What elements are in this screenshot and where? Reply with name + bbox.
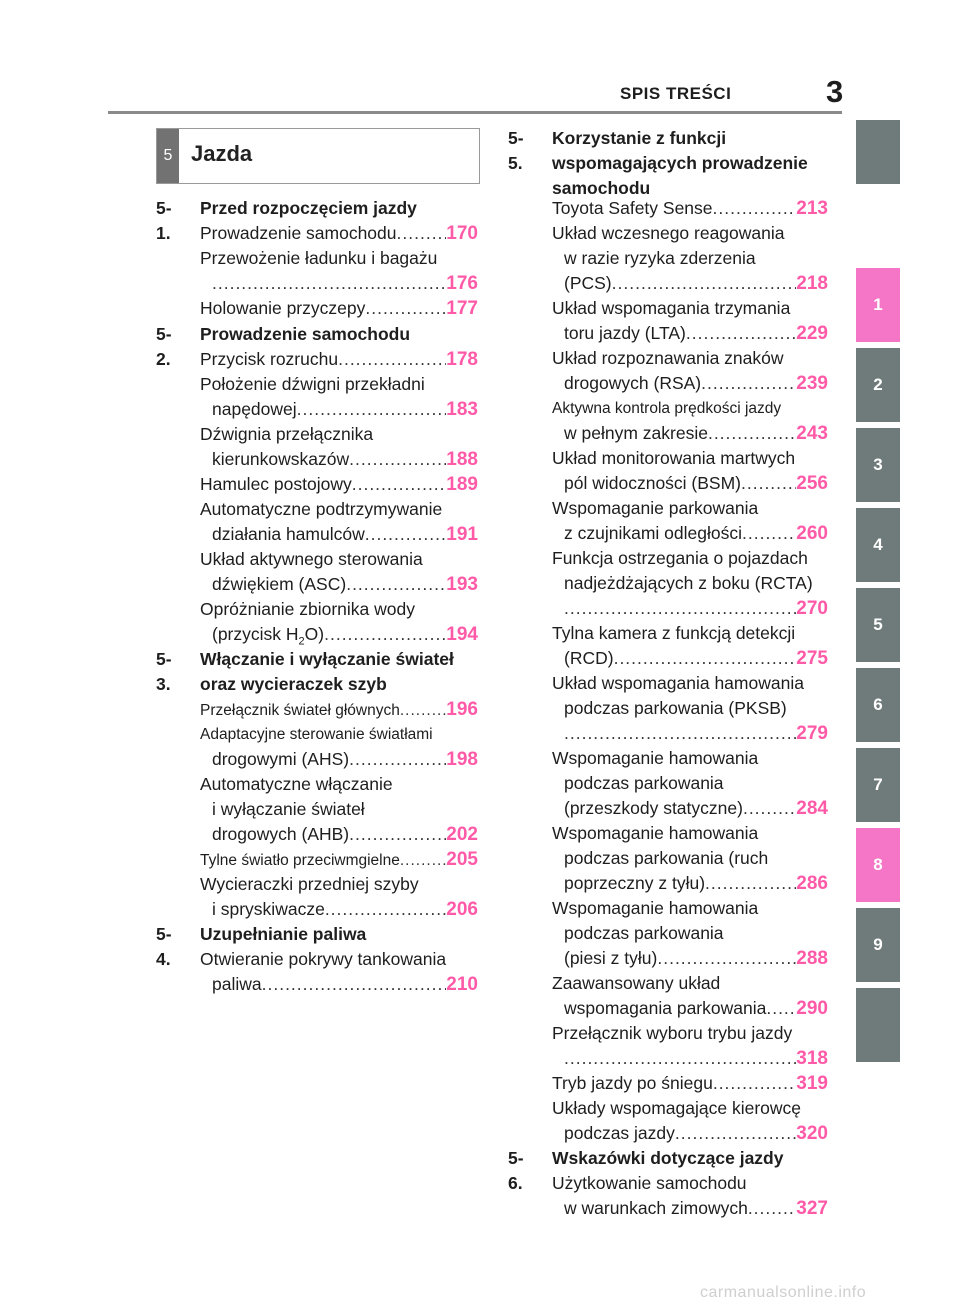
toc-entry-text[interactable]: Automatyczne włączanie bbox=[200, 774, 393, 794]
page-link: 286 bbox=[796, 873, 828, 894]
toc-entry-text[interactable]: Przewożenie ładunku i bagażu bbox=[200, 248, 438, 268]
page-link: 194 bbox=[446, 624, 478, 645]
toc-entry[interactable]: podczas jazdy ..... 320 bbox=[564, 1121, 828, 1146]
toc-entry[interactable]: (PCS) ..... 218 bbox=[564, 271, 828, 296]
toc-entry[interactable]: dźwiękiem (ASC) ..... 193 bbox=[212, 572, 478, 597]
chapter-tab-blank[interactable] bbox=[856, 120, 900, 184]
toc-entry-text[interactable]: Dźwignia przełącznika bbox=[200, 424, 374, 444]
toc-entry[interactable] bbox=[564, 596, 828, 621]
chapter-tab-1[interactable]: 1 bbox=[856, 268, 900, 342]
page-link: 256 bbox=[796, 473, 828, 494]
toc-entry[interactable]: Tylne światło przeciwmgielne ..... 205 bbox=[200, 847, 478, 872]
toc-entry-text[interactable]: Aktywna kontrola prędkości jazdy bbox=[552, 400, 782, 417]
toc-entry-text[interactable]: Układ wspomagania hamowania bbox=[552, 673, 804, 693]
page-link: 196 bbox=[446, 699, 478, 720]
section-number: 5 bbox=[157, 129, 179, 183]
toc-entry[interactable]: paliwa ..... 210 bbox=[212, 972, 478, 997]
toc-entry-text[interactable]: Zaawansowany układ bbox=[552, 973, 721, 993]
toc-entry-text[interactable]: Tylna kamera z funkcją detekcji bbox=[552, 623, 796, 643]
toc-entry[interactable]: pól widoczności (BSM) ..... 256 bbox=[564, 471, 828, 496]
toc-entry[interactable]: (przycisk $H_2O$) ..... 194 bbox=[212, 622, 478, 647]
toc-entry[interactable] bbox=[212, 271, 478, 296]
toc-entry-text[interactable]: nadjeżdżających z boku (RCTA) bbox=[564, 573, 813, 593]
page-link: 213 bbox=[796, 198, 828, 219]
toc-entry[interactable]: drogowymi (AHS) ..... 198 bbox=[212, 747, 478, 772]
toc-entry-text[interactable]: Opróżnianie zbiornika wody bbox=[200, 599, 415, 619]
toc-entry[interactable]: Przełącznik świateł głównych ..... 196 bbox=[200, 697, 478, 722]
page-link: 243 bbox=[796, 423, 828, 444]
toc-entry-text[interactable]: Przełącznik wyboru trybu jazdy bbox=[552, 1023, 793, 1043]
toc-entry[interactable] bbox=[564, 1046, 828, 1071]
toc-entry[interactable]: z czujnikami odległości ..... 260 bbox=[564, 521, 828, 546]
toc-entry-text[interactable]: Wspomaganie parkowania bbox=[552, 498, 759, 518]
toc-entry[interactable]: działania hamulców ..... 191 bbox=[212, 522, 478, 547]
toc-entry-text[interactable]: Użytkowanie samochodu bbox=[552, 1173, 747, 1193]
toc-entry-text[interactable]: Otwieranie pokrywy tankowania bbox=[200, 949, 447, 969]
toc-entry-text[interactable]: Automatyczne podtrzymywanie bbox=[200, 499, 443, 519]
section-title: Jazda bbox=[191, 141, 253, 166]
page-link: 288 bbox=[796, 948, 828, 969]
toc-entry-text[interactable]: Wspomaganie hamowania bbox=[552, 823, 759, 843]
chapter-tab-5[interactable]: 5 bbox=[856, 588, 900, 662]
page-link: 188 bbox=[446, 449, 478, 470]
toc-entry-text[interactable]: podczas parkowania bbox=[564, 923, 724, 943]
page-link: 205 bbox=[446, 849, 478, 870]
page-link: 239 bbox=[796, 373, 828, 394]
header-title: SPIS TREŚCI bbox=[620, 84, 732, 103]
toc-entry-text[interactable]: Wycieraczki przedniej szyby bbox=[200, 874, 419, 894]
chapter-tab-2[interactable]: 2 bbox=[856, 348, 900, 422]
toc-entry[interactable]: Hamulec postojowy ..... 189 bbox=[200, 472, 478, 497]
page-link: 170 bbox=[446, 223, 478, 244]
chapter-tab-8[interactable]: 8 bbox=[856, 828, 900, 902]
toc-entry-text[interactable]: podczas parkowania (PKSB) bbox=[564, 698, 787, 718]
toc-entry-text[interactable]: w razie ryzyka zderzenia bbox=[564, 248, 756, 268]
toc-entry-text[interactable]: Układ monitorowania martwych bbox=[552, 448, 796, 468]
page-link: 191 bbox=[446, 524, 478, 545]
section-header bbox=[156, 128, 480, 184]
toc-entry[interactable]: Tryb jazdy po śniegu ..... 319 bbox=[552, 1071, 828, 1096]
toc-entry[interactable]: Przycisk rozruchu ..... 178 bbox=[200, 347, 478, 372]
watermark: carmanualsonline.info bbox=[700, 1284, 867, 1301]
toc-entry-text[interactable]: Układy wspomagające kierowcę bbox=[552, 1098, 801, 1118]
page-link: 284 bbox=[796, 798, 828, 819]
toc-entry[interactable]: i spryskiwacze ..... 206 bbox=[212, 897, 478, 922]
toc-entry-text[interactable]: podczas parkowania (ruch bbox=[564, 848, 769, 868]
toc-entry[interactable]: (przeszkody statyczne) ..... 284 bbox=[564, 796, 828, 821]
toc-entry-text[interactable]: Wspomaganie hamowania bbox=[552, 748, 759, 768]
toc-entry-text[interactable]: Układ rozpoznawania znaków bbox=[552, 348, 784, 368]
toc-entry[interactable]: Holowanie przyczepy ..... 177 bbox=[200, 296, 478, 321]
toc-entry[interactable]: (RCD) ..... 275 bbox=[564, 646, 828, 671]
toc-entry[interactable]: drogowych (AHB) ..... 202 bbox=[212, 822, 478, 847]
page-link: 176 bbox=[446, 273, 478, 294]
page-link: 198 bbox=[446, 749, 478, 770]
toc-entry-text[interactable]: podczas parkowania bbox=[564, 773, 724, 793]
page-link: 218 bbox=[796, 273, 828, 294]
page-link: 189 bbox=[446, 474, 478, 495]
chapter-tabs bbox=[856, 0, 900, 1313]
page-link: 178 bbox=[446, 349, 478, 370]
page-link: 320 bbox=[796, 1123, 828, 1144]
page-link: 210 bbox=[446, 974, 478, 995]
toc-entry[interactable]: kierunkowskazów ..... 188 bbox=[212, 447, 478, 472]
toc-entry-text[interactable]: Układ wczesnego reagowania bbox=[552, 223, 785, 243]
toc-entry[interactable]: drogowych (RSA) ..... 239 bbox=[564, 371, 828, 396]
toc-entry-text[interactable]: Funkcja ostrzegania o pojazdach bbox=[552, 548, 808, 568]
page-link: 183 bbox=[446, 399, 478, 420]
toc-entry[interactable] bbox=[564, 721, 828, 746]
page-link: 193 bbox=[446, 574, 478, 595]
chapter-tab-6[interactable]: 6 bbox=[856, 668, 900, 742]
page-link: 206 bbox=[446, 899, 478, 920]
toc-entry[interactable]: Prowadzenie samochodu ..... 170 bbox=[200, 221, 478, 246]
page-link: 229 bbox=[796, 323, 828, 344]
chapter-tab-9[interactable]: 9 bbox=[856, 908, 900, 982]
header-divider bbox=[108, 111, 842, 114]
page-link: 327 bbox=[796, 1198, 828, 1219]
page-link: 177 bbox=[446, 298, 478, 319]
chapter-tab-7[interactable]: 7 bbox=[856, 748, 900, 822]
page-link: 270 bbox=[796, 598, 828, 619]
toc-entry-text[interactable]: Wspomaganie hamowania bbox=[552, 898, 759, 918]
page-link: 318 bbox=[796, 1048, 828, 1069]
page-link: 260 bbox=[796, 523, 828, 544]
toc-entry[interactable]: napędowej ..... 183 bbox=[212, 397, 478, 422]
chapter-tab-3[interactable]: 3 bbox=[856, 428, 900, 502]
page-link: 275 bbox=[796, 648, 828, 669]
toc-entry[interactable]: Toyota Safety Sense ..... 213 bbox=[552, 196, 828, 221]
toc-entry[interactable]: (piesi z tyłu) ..... 288 bbox=[564, 946, 828, 971]
page-link: 279 bbox=[796, 723, 828, 744]
page-link: 202 bbox=[446, 824, 478, 845]
toc-entry[interactable]: toru jazdy (LTA) ..... 229 bbox=[564, 321, 828, 346]
toc-entry[interactable]: w warunkach zimowych ..... 327 bbox=[564, 1196, 828, 1221]
toc-entry-text[interactable]: i wyłączanie świateł bbox=[212, 799, 365, 819]
page-link: 290 bbox=[796, 998, 828, 1019]
toc-entry[interactable]: wspomagania parkowania ..... 290 bbox=[564, 996, 828, 1021]
toc-entry-text[interactable]: Układ wspomagania trzymania bbox=[552, 298, 791, 318]
toc-entry[interactable]: poprzeczny z tyłu) ..... 286 bbox=[564, 871, 828, 896]
toc-entry[interactable]: w pełnym zakresie ..... 243 bbox=[564, 421, 828, 446]
page-number: 3 bbox=[826, 74, 844, 109]
toc-entry-text[interactable]: Układ aktywnego sterowania bbox=[200, 549, 423, 569]
chapter-tab-blank[interactable] bbox=[856, 988, 900, 1062]
page-link: 319 bbox=[796, 1073, 828, 1094]
toc-entry-text[interactable]: Adaptacyjne sterowanie światłami bbox=[200, 726, 433, 743]
chapter-tab-4[interactable]: 4 bbox=[856, 508, 900, 582]
toc-entry-text[interactable]: Położenie dźwigni przekładni bbox=[200, 374, 425, 394]
